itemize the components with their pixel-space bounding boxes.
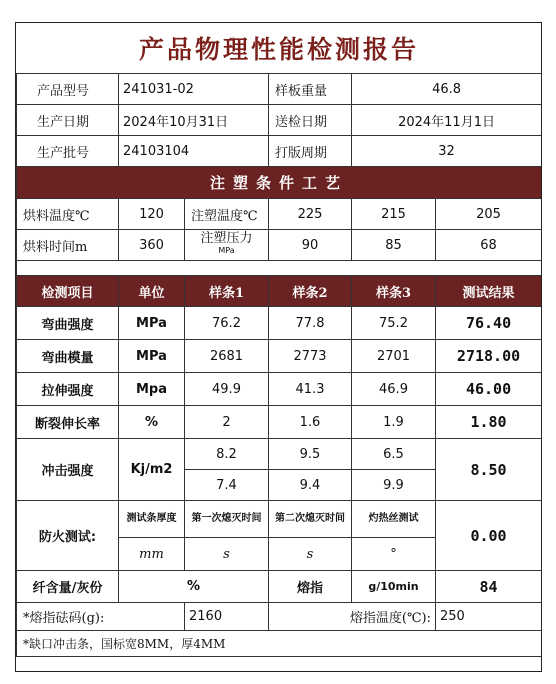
fire-col3-unit: s bbox=[269, 538, 352, 571]
sample-value: 2681 bbox=[185, 340, 269, 373]
result-value: 2718.00 bbox=[436, 340, 542, 373]
weight-value: 46.8 bbox=[352, 74, 542, 105]
item-name: 纤含量/灰份 bbox=[17, 571, 119, 603]
sample-value: 9.4 bbox=[269, 470, 352, 501]
inj-pressure-cell bbox=[185, 230, 269, 261]
inj-pressure-value: 90 bbox=[269, 230, 352, 261]
item-name: 防火测试: bbox=[17, 501, 119, 571]
inj-pressure-value: 85 bbox=[352, 230, 436, 261]
item-unit: Kj/m2 bbox=[119, 439, 185, 501]
sample-value: 46.9 bbox=[352, 373, 436, 406]
dry-temp-value: 120 bbox=[119, 199, 185, 230]
melt-index-unit: g/10min bbox=[352, 571, 436, 603]
inj-pressure-unit: MPa bbox=[218, 246, 235, 255]
item-unit: % bbox=[119, 571, 269, 603]
dry-time-value: 360 bbox=[119, 230, 185, 261]
sample-value: 1.6 bbox=[269, 406, 352, 439]
dry-time-label: 烘料时间m bbox=[17, 230, 119, 261]
header-unit: 单位 bbox=[119, 276, 185, 307]
model-label: 产品型号 bbox=[17, 74, 119, 105]
sample-value: 76.2 bbox=[185, 307, 269, 340]
cycle-value: 32 bbox=[352, 136, 542, 167]
melt-index-value: 84 bbox=[436, 571, 542, 603]
result-value: 46.00 bbox=[436, 373, 542, 406]
batch-label: 生产批号 bbox=[17, 136, 119, 167]
process-heading: 注塑条件工艺 bbox=[17, 167, 542, 199]
report-table bbox=[16, 23, 542, 657]
fire-col1-unit: mm bbox=[119, 538, 185, 571]
sample-value: 41.3 bbox=[269, 373, 352, 406]
item-name: 冲击强度 bbox=[17, 439, 119, 501]
prod-date-value: 2024年10月31日 bbox=[119, 105, 269, 136]
send-date-label: 送检日期 bbox=[269, 105, 352, 136]
fire-col2-unit: s bbox=[185, 538, 269, 571]
header-item: 检测项目 bbox=[17, 276, 119, 307]
item-unit: MPa bbox=[119, 307, 185, 340]
melt-temp-value: 250 bbox=[436, 603, 542, 631]
item-name: 弯曲模量 bbox=[17, 340, 119, 373]
header-sample-3: 样条3 bbox=[352, 276, 436, 307]
table-row bbox=[17, 501, 542, 538]
weight-label: 样板重量 bbox=[269, 74, 352, 105]
sample-value: 49.9 bbox=[185, 373, 269, 406]
melt-row bbox=[17, 603, 542, 631]
melt-temp-label: 熔指温度(℃): bbox=[269, 603, 436, 631]
sample-value: 7.4 bbox=[185, 470, 269, 501]
item-name: 拉伸强度 bbox=[17, 373, 119, 406]
prod-date-label: 生产日期 bbox=[17, 105, 119, 136]
table-row bbox=[17, 571, 542, 603]
inj-temp-label: 注塑温度℃ bbox=[185, 199, 269, 230]
sample-value: 77.8 bbox=[269, 307, 352, 340]
inj-pressure-label: 注塑压力 bbox=[200, 231, 253, 246]
inj-temp-value: 225 bbox=[269, 199, 352, 230]
note-row bbox=[17, 631, 542, 657]
result-value: 1.80 bbox=[436, 406, 542, 439]
sample-value: 6.5 bbox=[352, 439, 436, 470]
table-row bbox=[17, 439, 542, 470]
melt-index-label: 熔指 bbox=[269, 571, 352, 603]
model-value: 241031-02 bbox=[119, 74, 269, 105]
table-row bbox=[17, 307, 542, 340]
fire-col1-head: 测试条厚度 bbox=[119, 501, 185, 538]
sample-value: 9.5 bbox=[269, 439, 352, 470]
item-name: 断裂伸长率 bbox=[17, 406, 119, 439]
page-title: 产品物理性能检测报告 bbox=[139, 35, 420, 64]
item-unit: % bbox=[119, 406, 185, 439]
item-name: 弯曲强度 bbox=[17, 307, 119, 340]
dry-temp-label: 烘料温度℃ bbox=[17, 199, 119, 230]
item-unit: MPa bbox=[119, 340, 185, 373]
inj-temp-value: 215 bbox=[352, 199, 436, 230]
result-value: 8.50 bbox=[436, 439, 542, 501]
footnote: *缺口冲击条，国标宽8MM，厚4MM bbox=[17, 631, 542, 657]
inj-temp-value: 205 bbox=[436, 199, 542, 230]
inj-pressure-value: 68 bbox=[436, 230, 542, 261]
cycle-label: 打版周期 bbox=[269, 136, 352, 167]
result-value: 76.40 bbox=[436, 307, 542, 340]
send-date-value: 2024年11月1日 bbox=[352, 105, 542, 136]
spacer-row bbox=[17, 261, 542, 276]
batch-value: 24103104 bbox=[119, 136, 269, 167]
item-unit: Mpa bbox=[119, 373, 185, 406]
sample-value: 2773 bbox=[269, 340, 352, 373]
sample-value: 2701 bbox=[352, 340, 436, 373]
fire-col3-head: 第二次熄灭时间 bbox=[269, 501, 352, 538]
fire-col4-unit: ° bbox=[352, 538, 436, 571]
sample-value: 75.2 bbox=[352, 307, 436, 340]
header-sample-1: 样条1 bbox=[185, 276, 269, 307]
header-sample-2: 样条2 bbox=[269, 276, 352, 307]
table-row bbox=[17, 340, 542, 373]
header-result: 测试结果 bbox=[436, 276, 542, 307]
melt-weight-label: *熔指砝码(g): bbox=[17, 603, 185, 631]
table-row bbox=[17, 406, 542, 439]
result-value: 0.00 bbox=[436, 501, 542, 571]
sample-value: 1.9 bbox=[352, 406, 436, 439]
sample-value: 9.9 bbox=[352, 470, 436, 501]
melt-weight-value: 2160 bbox=[185, 603, 269, 631]
report-sheet bbox=[15, 22, 542, 672]
sample-value: 2 bbox=[185, 406, 269, 439]
sample-value: 8.2 bbox=[185, 439, 269, 470]
fire-col2-head: 第一次熄灭时间 bbox=[185, 501, 269, 538]
table-row bbox=[17, 373, 542, 406]
fire-col4-head: 灼热丝测试 bbox=[352, 501, 436, 538]
